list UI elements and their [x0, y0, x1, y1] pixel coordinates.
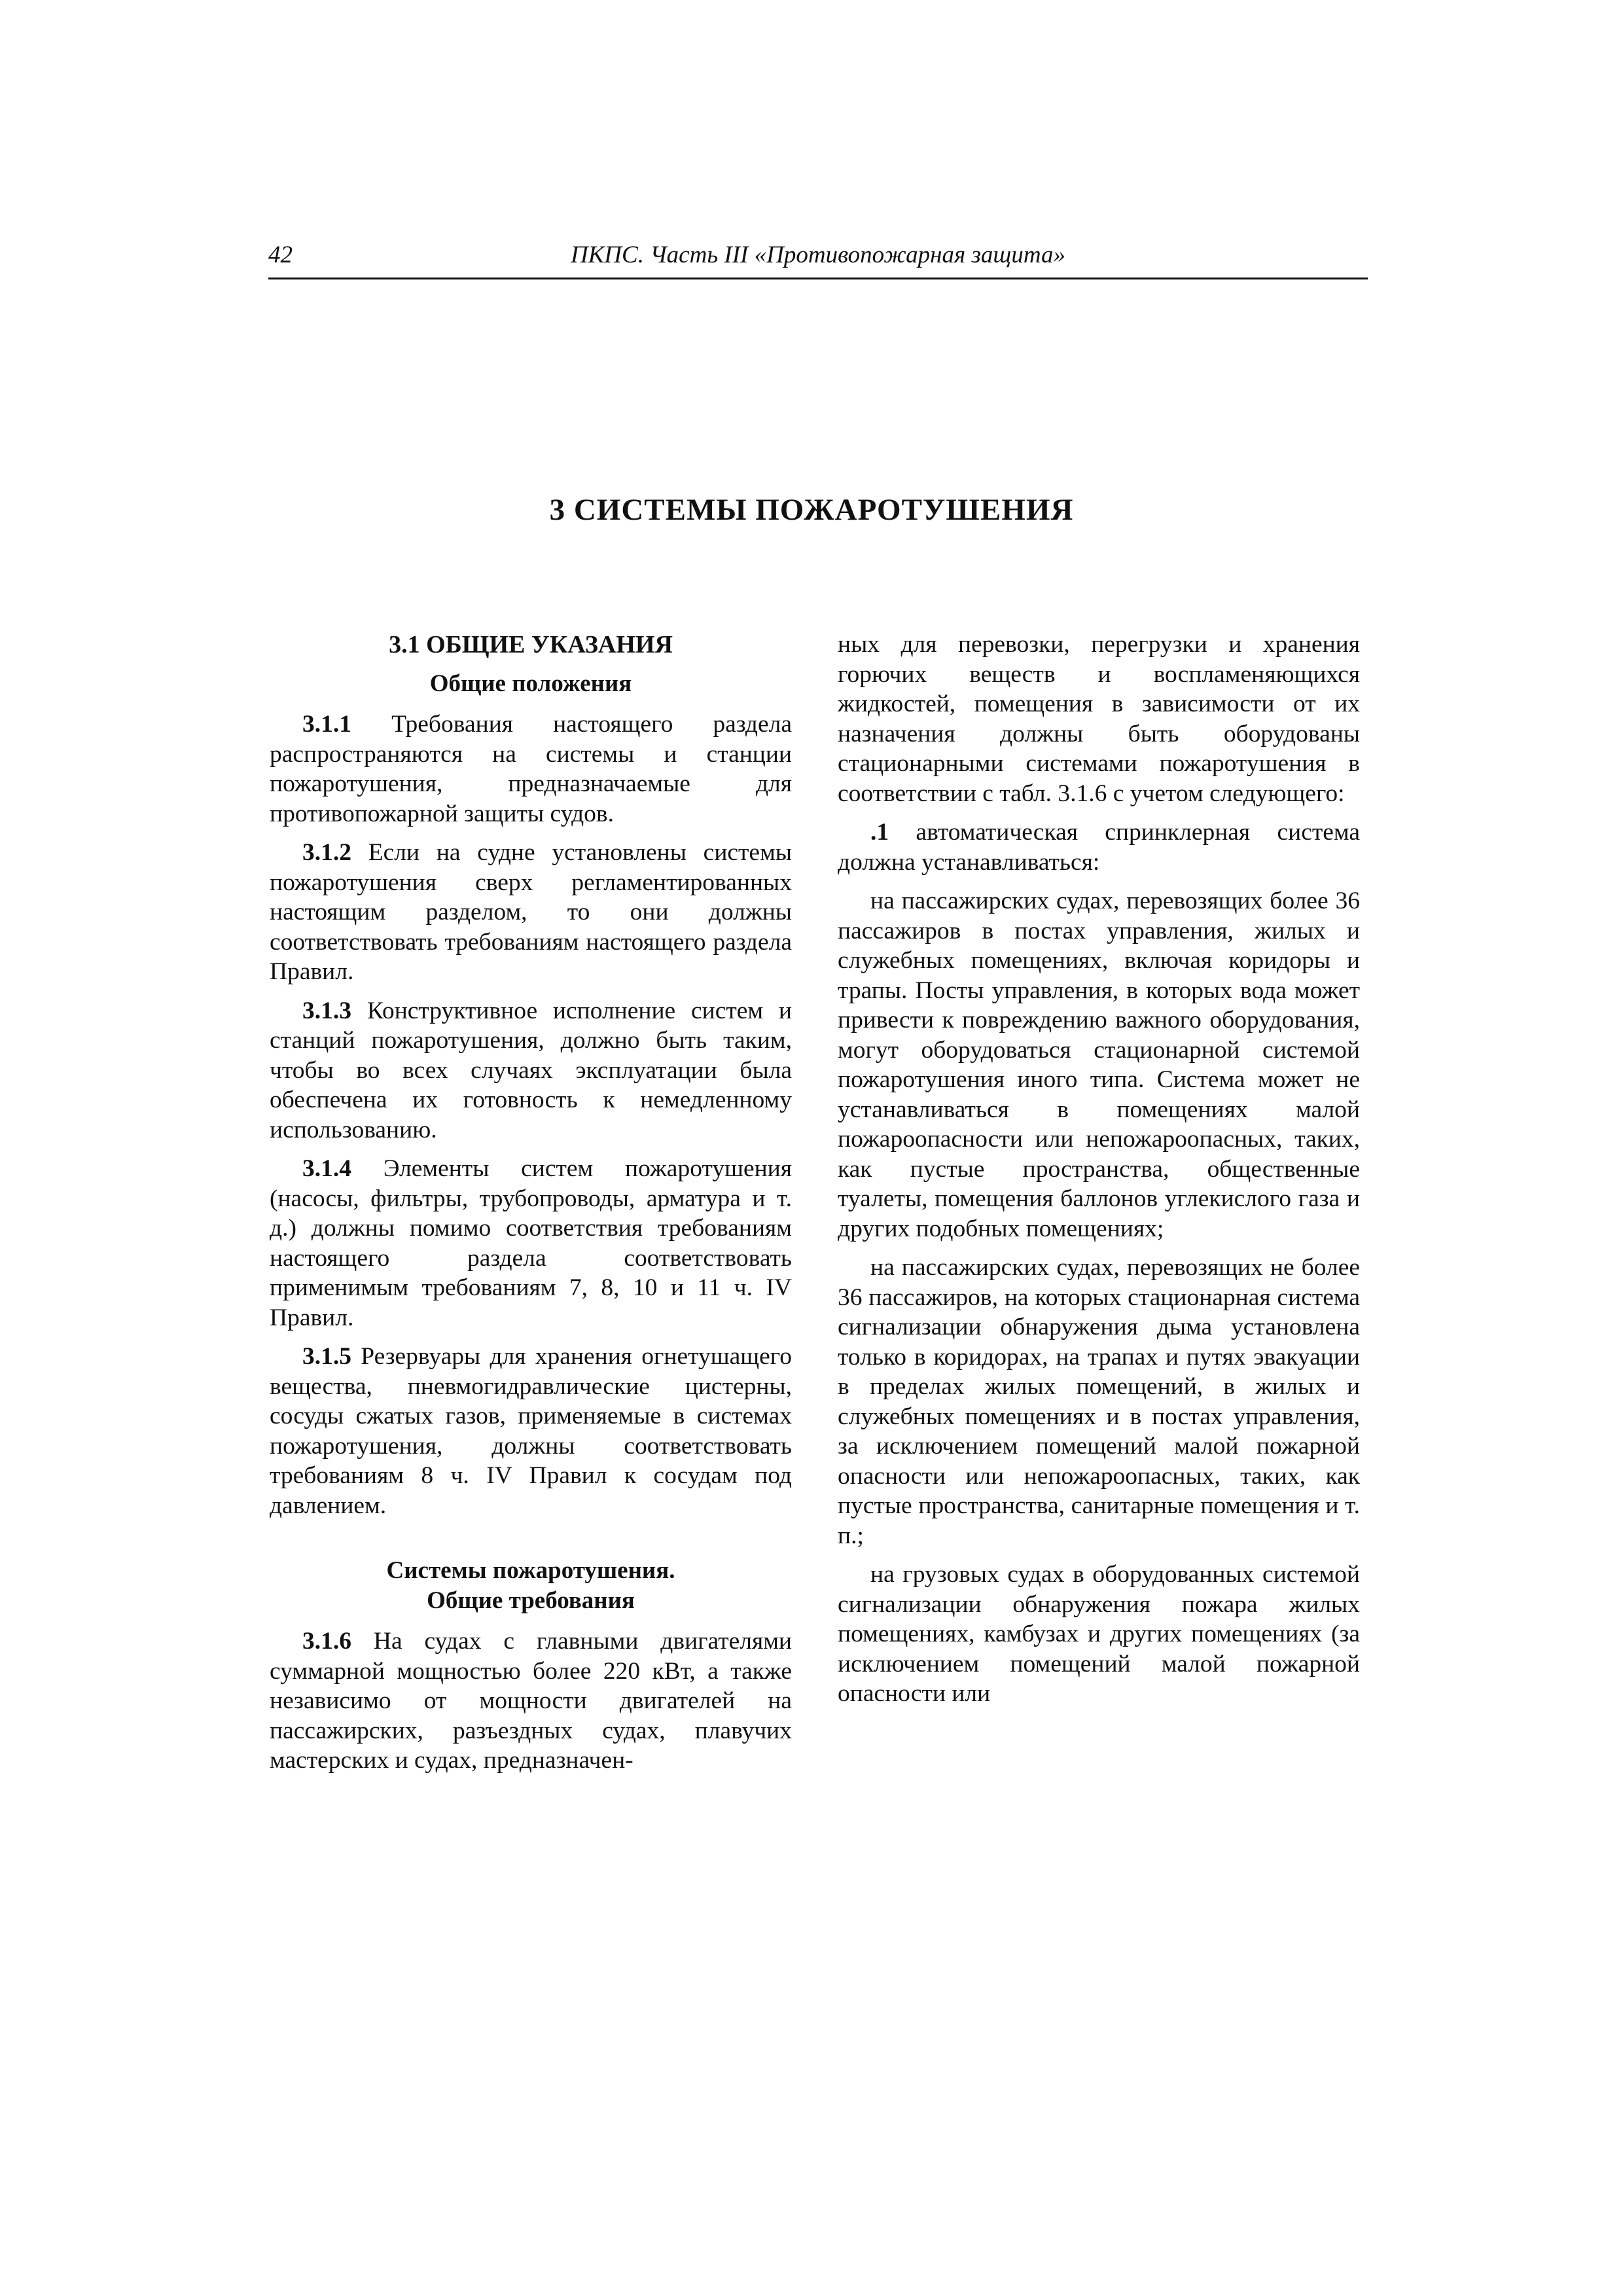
page-number: 42 [268, 242, 293, 268]
paragraph-3-1-4 [270, 1154, 792, 1333]
paragraph-number: 3.1.6 [302, 1628, 351, 1655]
left-column [270, 630, 792, 1785]
paragraph-number: 3.1.5 [302, 1343, 351, 1370]
paragraph-number: 3.1.1 [302, 711, 351, 738]
paragraph-number: 3.1.2 [302, 839, 351, 866]
subsection-title-2: Системы пожаротушения. Общие требования [386, 1557, 675, 1614]
chapter-title: 3 СИСТЕМЫ ПОЖАРОТУШЕНИЯ [549, 493, 1074, 527]
paragraph-3-1-3 [270, 996, 792, 1145]
list-item-1-passenger-up-to-36: на пассажирских судах, перевозящих не более 36 пассажиров, на которых стационарная система сигнализации обнаружения дыма установлена только в коридорах, на трапах и путях эвакуации в пределах жилых помещений, в жилых и служебных помещениях и в постах управления, за исключением помещений малой пожарной опасности или непожароопасных, таких, как пустые пространства, санитарные помещения и т. п.; [838, 1254, 1360, 1549]
item-number: .1 [870, 819, 889, 846]
paragraph-3-1-1 [270, 709, 792, 829]
paragraph-text: Элементы систем пожаротушения (насосы, фильтры, трубопроводы, арматура и т. д.) должны помимо соответствия требованиям настоящего раздела соответствовать применимым требованиям 7, 8, 10 и 11 ч. IV Правил. [270, 1155, 792, 1331]
list-item-1-passenger-over-36: на пассажирских судах, перевозящих более 36 пассажиров в постах управления, жилых и служебных помещениях, включая коридоры и трапы. Посты управления, в которых вода может привести к повреждению важного оборудования, могут оборудоваться стационарной системой пожаротушения иного типа. Система может не устанавливаться в помещениях малой пожароопасности или непожароопасных, таких, как пустые пространства, общественные туалеты, помещения баллонов углекислого газа и других подобных помещениях; [838, 888, 1360, 1242]
list-item-1-cargo-ships: на грузовых судах в оборудованных системой сигнализации обнаружения пожара жилых помещениях, камбузах и других помещениях (за исключением помещений малой пожарной опасности или [838, 1561, 1360, 1707]
paragraph-3-1-6 [270, 1626, 792, 1776]
paragraph-number: 3.1.3 [302, 997, 351, 1024]
list-item-1 [838, 817, 1360, 877]
item-text: автоматическая спринклерная система должна устанавливаться: [838, 819, 1360, 876]
section-title: 3.1 ОБЩИЕ УКАЗАНИЯ [389, 631, 673, 658]
paragraph-3-1-6-continued: ных для перевозки, перегрузки и хранения горючих веществ и воспламеняющихся жидкостей, помещения в зависимости от их назначения должны быть оборудованы стационарными системами пожаротушения в соответствии с табл. 3.1.6 с учетом следующего: [838, 631, 1360, 807]
subsection-title: Общие положения [429, 670, 632, 697]
paragraph-text: Резервуары для хранения огнетушащего вещества, пневмогидравлические цистерны, сосуды сжатых газов, применяемые в системах пожаротушения, должны соответствовать требованиям 8 ч. IV Правил к сосудам под давлением. [270, 1343, 792, 1519]
right-column [838, 630, 1360, 1718]
paragraph-text: На судах с главными двигателями суммарной мощностью более 220 кВт, а также независимо от мощности двигателей на пассажирских, разъездных судах, плавучих мастерских и судах, предназначен- [270, 1628, 792, 1774]
paragraph-3-1-5 [270, 1342, 792, 1520]
paragraph-number: 3.1.4 [302, 1155, 351, 1182]
paragraph-text: Требования настоящего раздела распространяются на системы и станции пожаротушения, предназначаемые для противопожарной защиты судов. [270, 711, 792, 827]
paragraph-text: Конструктивное исполнение систем и станций пожаротушения, должно быть таким, чтобы во всех случаях эксплуатации была обеспечена их готовность к немедленному использованию. [270, 997, 792, 1143]
running-title: ПКПС. Часть III «Противопожарная защита» [571, 242, 1065, 268]
paragraph-3-1-2 [270, 838, 792, 987]
paragraph-text: Если на судне установлены системы пожаротушения сверх регламентированных настоящим разделом, то они должны соответствовать требованиям настоящего раздела Правил. [270, 839, 792, 985]
running-header [268, 240, 1368, 279]
